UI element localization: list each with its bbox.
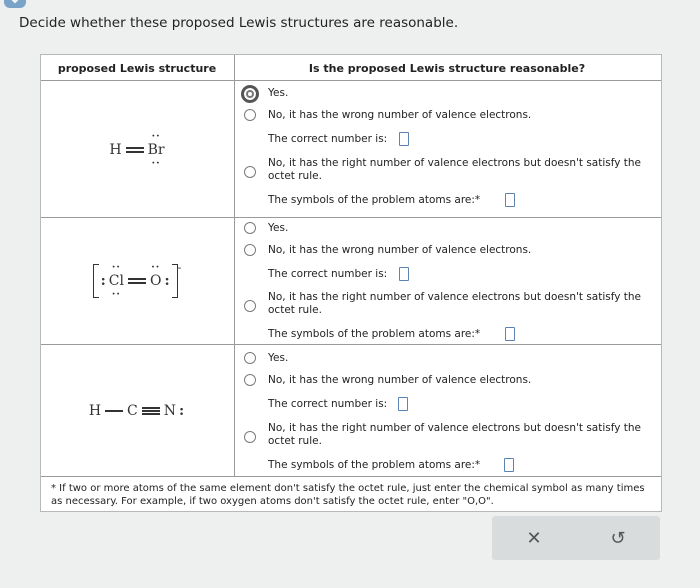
atom-h: H xyxy=(88,402,102,419)
label-octet: No, it has the right number of valence electrons but doesn't satisfy the xyxy=(268,291,642,303)
table-row-3 xyxy=(41,345,661,477)
label-octet: No, it has the right number of valence electrons but doesn't satisfy the xyxy=(268,422,642,434)
double-bond xyxy=(126,145,144,155)
atom-c: C xyxy=(127,402,138,419)
charge: - xyxy=(177,260,182,274)
lewis-structure-clo xyxy=(41,218,233,344)
clear-button[interactable]: ✕ xyxy=(526,527,542,549)
label-wrong-valence: No, it has the wrong number of valence electrons. xyxy=(268,244,532,256)
correct-number-input[interactable] xyxy=(399,267,409,281)
radio-octet[interactable] xyxy=(244,300,256,312)
atom-n: N xyxy=(163,402,176,419)
atom-o: ·· O xyxy=(150,262,162,289)
radio-yes[interactable] xyxy=(244,222,256,234)
label-yes: Yes. xyxy=(268,222,289,234)
correct-number-input[interactable] xyxy=(398,397,408,411)
label-octet-line2: octet rule. xyxy=(268,304,322,316)
label-octet: No, it has the right number of valence electrons but doesn't satisfy the xyxy=(268,157,642,169)
lewis-structure-hcn xyxy=(41,345,233,476)
radio-octet[interactable] xyxy=(244,166,256,178)
undo-button[interactable]: ↺ xyxy=(610,527,626,549)
label-problem-atoms: The symbols of the problem atoms are:* xyxy=(268,194,481,206)
single-bond xyxy=(105,408,123,414)
label-wrong-valence: No, it has the wrong number of valence electrons. xyxy=(268,109,532,121)
label-correct-number: The correct number is: xyxy=(268,268,388,280)
lone-pair: : xyxy=(179,402,185,419)
label-correct-number: The correct number is: xyxy=(268,398,388,410)
table-row-2 xyxy=(41,218,661,345)
problem-atoms-input[interactable] xyxy=(504,458,514,472)
atom-h: H xyxy=(109,141,122,158)
label-problem-atoms: The symbols of the problem atoms are:* xyxy=(268,328,481,340)
label-octet-line2: octet rule. xyxy=(268,435,322,447)
label-yes: Yes. xyxy=(268,352,289,364)
instruction-text: Decide whether these proposed Lewis structures are reasonable. xyxy=(19,15,459,31)
action-bar xyxy=(492,516,660,560)
label-octet-line2: octet rule. xyxy=(268,170,322,182)
radio-yes[interactable] xyxy=(244,352,256,364)
problem-atoms-input[interactable] xyxy=(505,193,515,207)
table-header xyxy=(41,55,661,81)
label-correct-number: The correct number is: xyxy=(268,133,388,145)
label-problem-atoms: The symbols of the problem atoms are:* xyxy=(268,459,481,471)
correct-number-input[interactable] xyxy=(399,132,409,146)
footnote: * If two or more atoms of the same element don't satisfy the octet rule, just enter the chemical symbol as many times as necessary. For example, if two oxygen atoms don't satisfy the octet rule, enter "O,O". xyxy=(51,483,645,507)
problem-atoms-input[interactable] xyxy=(505,327,515,341)
radio-yes[interactable] xyxy=(241,85,259,103)
radio-wrong-valence[interactable] xyxy=(244,374,256,386)
label-yes: Yes. xyxy=(268,87,289,99)
label-wrong-valence: No, it has the wrong number of valence electrons. xyxy=(268,374,532,386)
triple-bond xyxy=(142,406,160,416)
lewis-structure-hbr xyxy=(41,82,233,217)
radio-octet[interactable] xyxy=(244,431,256,443)
radio-wrong-valence[interactable] xyxy=(244,109,256,121)
lone-pair: : xyxy=(164,273,170,289)
header-structure: proposed Lewis structure xyxy=(57,62,217,75)
atom-br: ·· Br ·· xyxy=(147,130,165,169)
question-panel xyxy=(40,54,662,512)
header-reasonable: Is the proposed Lewis structure reasonable? xyxy=(308,62,586,75)
chevron-down-icon xyxy=(9,0,21,4)
table-row-1 xyxy=(41,82,661,218)
double-bond xyxy=(128,276,146,286)
atom-cl: ·· Cl ·· xyxy=(108,262,124,300)
collapse-chevron[interactable] xyxy=(4,0,26,8)
lone-pair: : xyxy=(100,273,106,289)
radio-wrong-valence[interactable] xyxy=(244,244,256,256)
